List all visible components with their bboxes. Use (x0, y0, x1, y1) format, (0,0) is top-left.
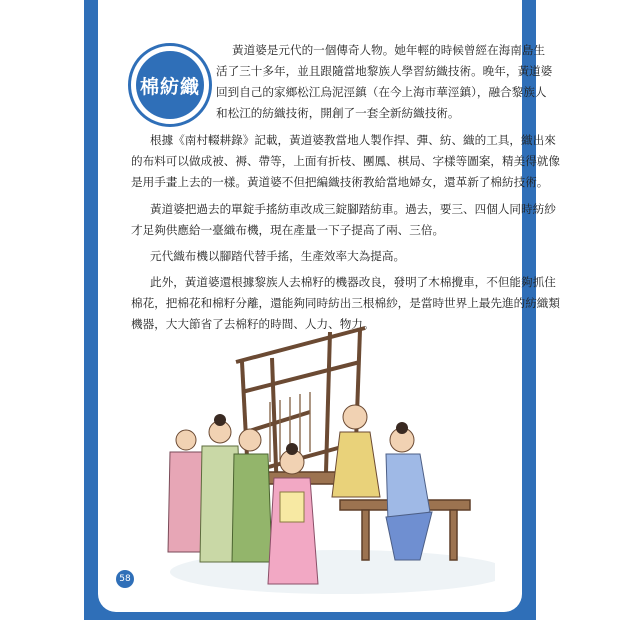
paragraph-3-line-2: 才足夠供應給一臺織布機，現在產量一下子提高了兩、三倍。 (131, 223, 445, 237)
paragraph-5-line-2: 棉花，把棉花和棉籽分離，還能夠同時紡出三根棉紗，是當時世界上最先進的紡織類 (131, 296, 560, 310)
paragraph-2-line-1: 根據《南村輟耕錄》記載，黃道婆教當地人製作捍、彈、紡、織的工具，織出來 (150, 133, 556, 147)
paragraph-5-line-1: 此外，黃道婆還根據黎族人去棉籽的機器改良，發明了木棉攪車，不但能夠抓住 (150, 275, 556, 289)
title-badge (128, 43, 212, 127)
paragraph-2-line-2: 的布料可以做成被、褥、帶等，上面有折枝、團鳳、棋局、字樣等圖案，精美得就像 (131, 154, 560, 168)
paragraph-1-line-2: 活了三十多年，並且跟隨當地黎族人學習紡織技術。晚年，黃道婆 (216, 64, 553, 78)
paragraph-1-line-4: 和松江的紡織技術，開創了一套全新紡織技術。 (216, 106, 460, 120)
paragraph-1-line-3: 回到自己的家鄉松江烏泥涇鎮（在今上海市華涇鎮），融合黎族人 (216, 85, 547, 99)
page-number: 58 (116, 570, 134, 588)
paragraph-3-line-1: 黃道婆把過去的單錠手搖紡車改成三錠腳踏紡車。過去，要三、四個人同時紡紗 (150, 202, 556, 216)
paragraph-2-line-3: 是用手畫上去的一樣。黃道婆不但把編織技術教給當地婦女，還革新了棉紡技術。 (131, 175, 549, 189)
loom-illustration (150, 322, 495, 594)
page-title: 棉紡織 (139, 75, 200, 98)
paragraph-5-line-3: 機器，大大節省了去棉籽的時間、人力、物力。 (131, 317, 375, 331)
paragraph-4-line-1: 元代織布機以腳踏代替手搖，生產效率大為提高。 (150, 249, 406, 263)
paragraph-1-line-1: 黃道婆是元代的一個傳奇人物。她年輕的時候曾經在海南島生 (232, 43, 546, 57)
